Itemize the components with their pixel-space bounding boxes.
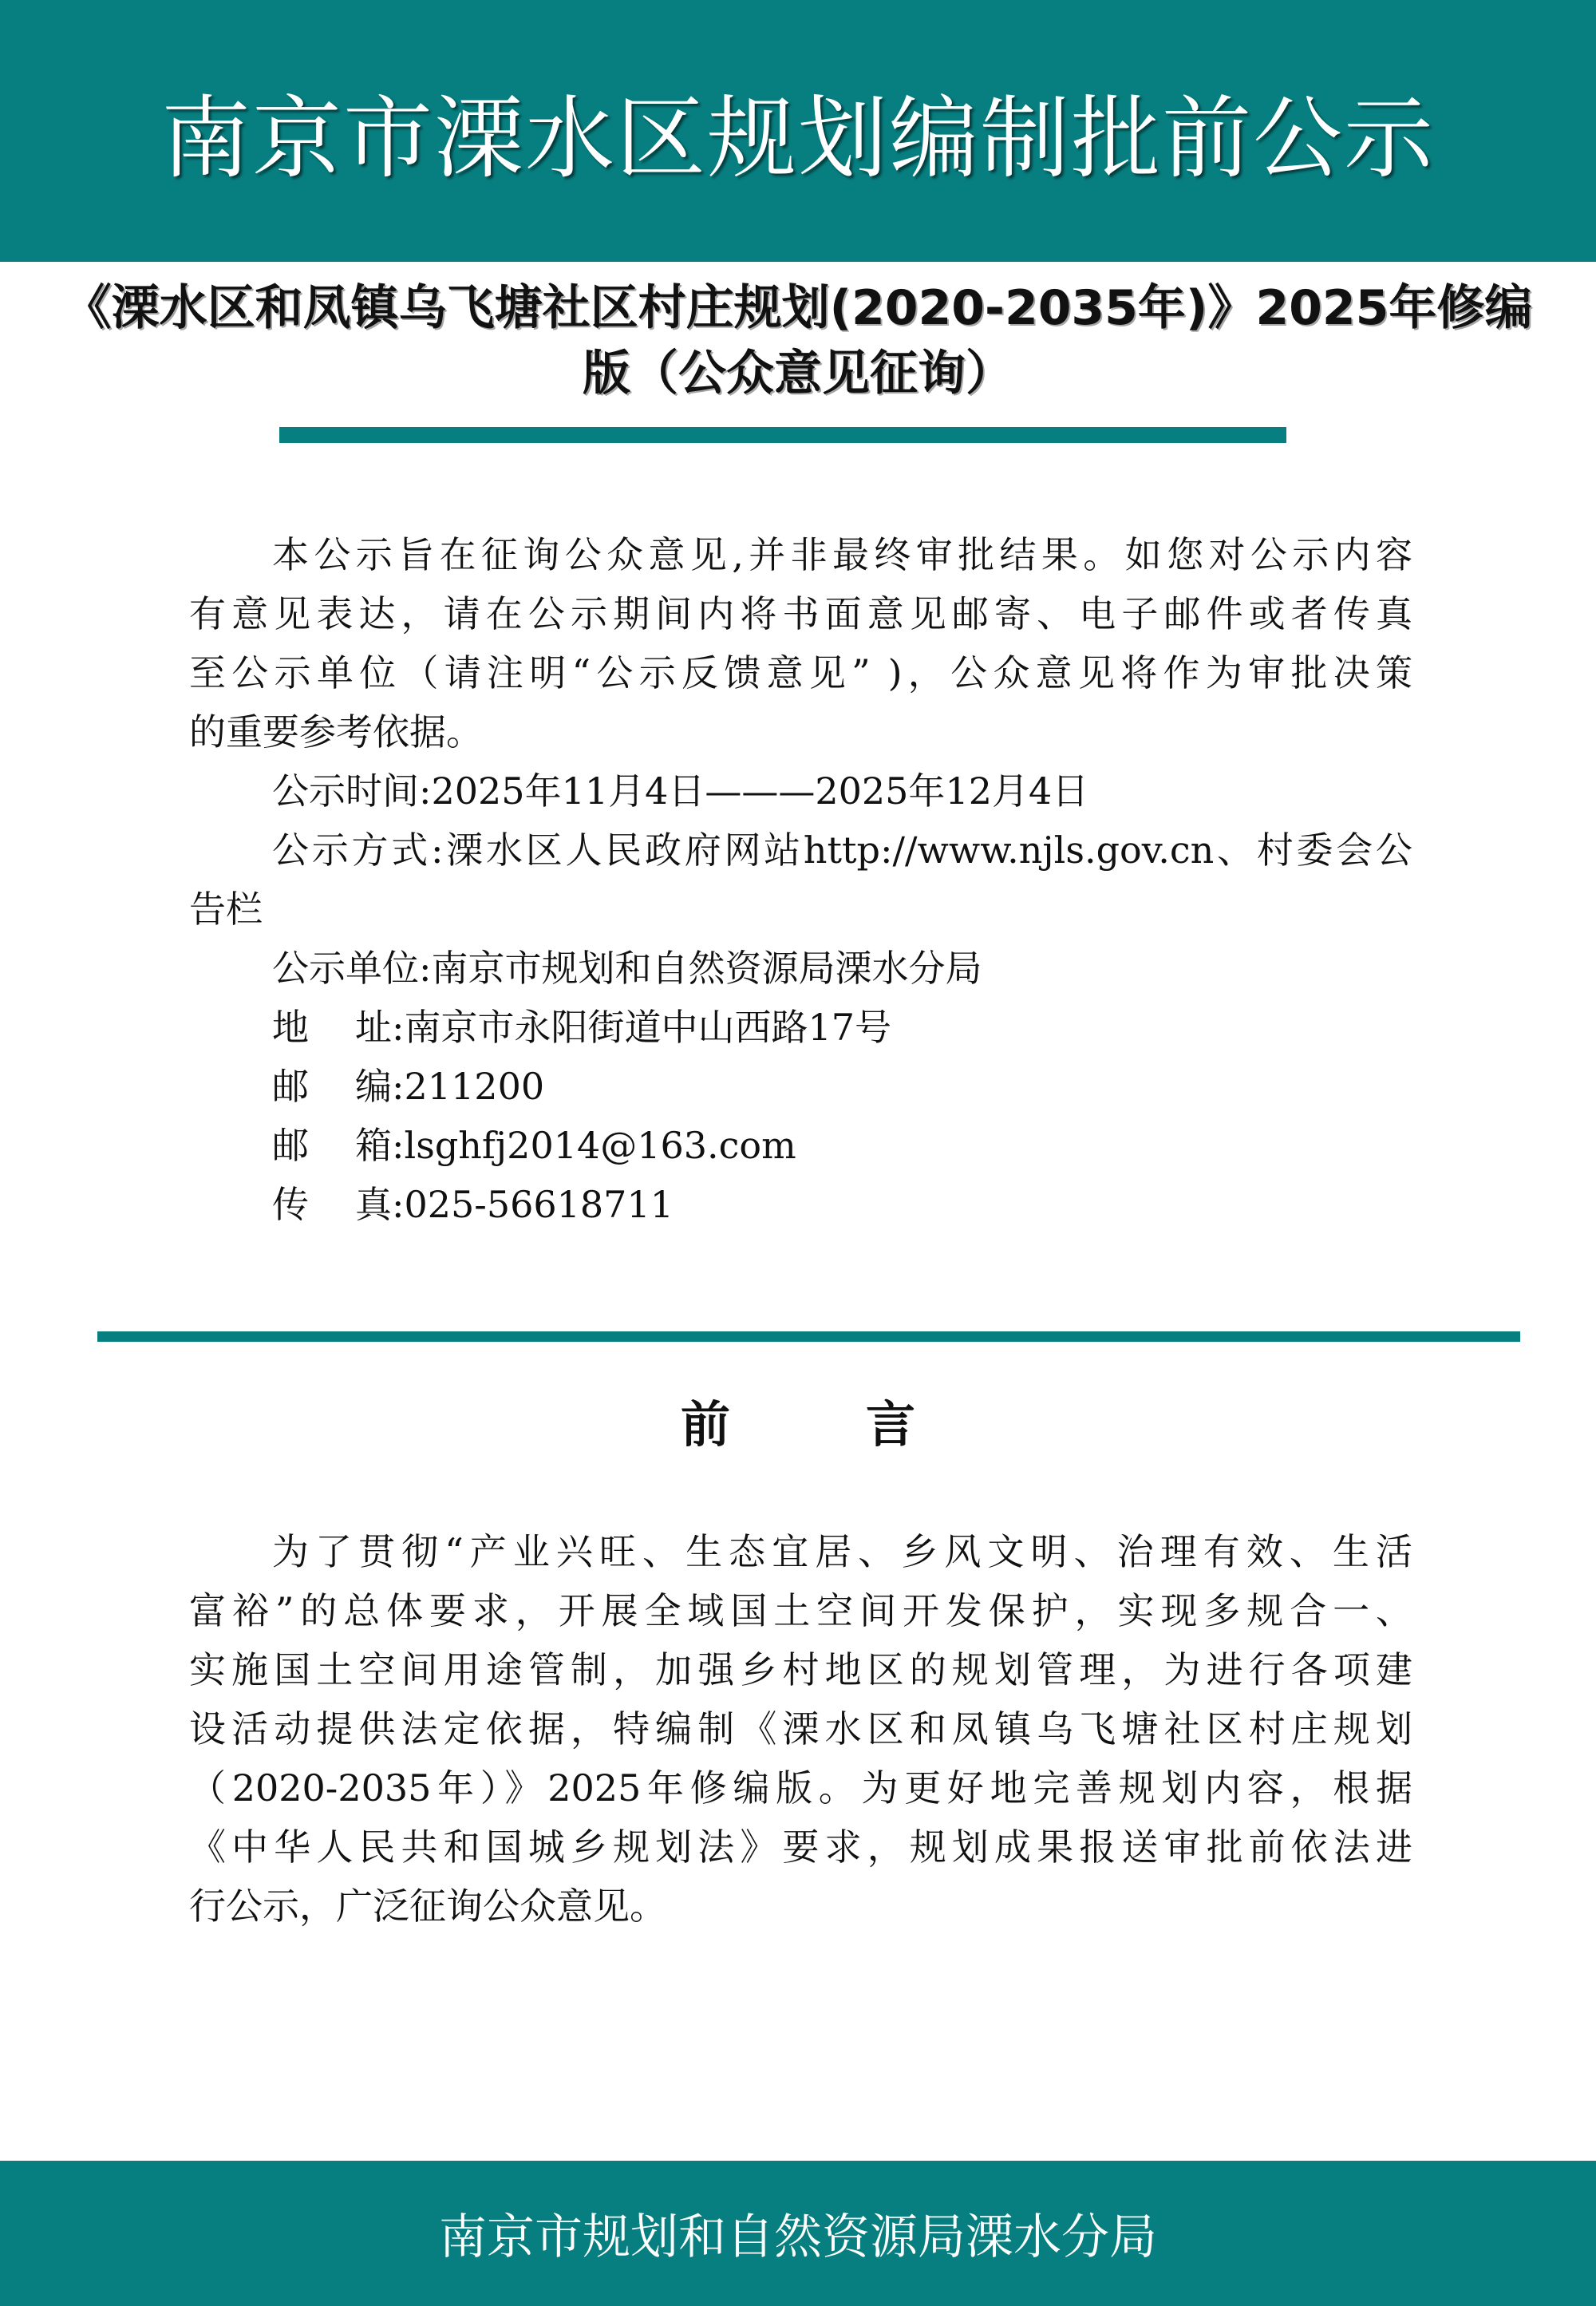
preface-line: 设活动提供法定依据，特编制《溧水区和凤镇乌飞塘社区村庄规划 [189,1707,1412,1750]
notice-method-line: 告栏 [189,888,263,931]
email-row [272,1116,891,1175]
email-value: 箱:lsghfj2014@163.com [355,1124,796,1167]
postcode-value: 编:211200 [355,1065,545,1108]
document-title-line-2: 版（公众意见征询） [583,346,1013,401]
notice-line: 本公示旨在征询公众意见,并非最终审批结果。如您对公示内容 [272,533,1412,576]
preface-line: （2020-2035年）》2025年修编版。为更好地完善规划内容，根据 [189,1766,1412,1810]
address-row [272,998,891,1057]
notice-line: 的重要参考依据。 [189,710,483,754]
preface-line: 富裕”的总体要求，开展全域国土空间开发保护，实现多规合一、 [189,1589,1412,1632]
section-divider [97,1331,1520,1342]
notice-unit: 公示单位:南京市规划和自然资源局溧水分局 [272,947,982,990]
preface-heading: 前言 [680,1395,1051,1454]
notice-intro [189,525,1412,998]
notice-line: 有意见表达，请在公示期间内将书面意见邮寄、电子邮件或者传真 [189,592,1412,635]
header-title: 南京市溧水区规划编制批前公示 [161,86,1435,191]
document-title [32,275,1564,406]
document-title-line-1: 《溧水区和凤镇乌飞塘社区村庄规划(2020-2035年)》2025年修编 [63,280,1533,336]
postcode-label: 邮 [272,1065,309,1108]
contact-info [272,998,891,1234]
fax-value: 真:025-56618711 [355,1183,674,1226]
preface-line: 《中华人民共和国城乡规划法》要求，规划成果报送审批前依法进 [189,1825,1412,1869]
title-underline-divider [279,427,1286,443]
notice-time: 公示时间:2025年11月4日———2025年12月4日 [272,769,1089,813]
preface-line: 行公示，广泛征询公众意见。 [189,1885,666,1928]
address-label: 地 [272,1006,309,1049]
notice-method-line: 公示方式:溧水区人民政府网站http://www.njls.gov.cn、村委会公 [272,829,1412,872]
preface-line: 为了贯彻“产业兴旺、生态宜居、乡风文明、治理有效、生活 [272,1530,1412,1573]
preface-line: 实施国土空间用途管制，加强乡村地区的规划管理，为进行各项建 [189,1648,1412,1691]
page-header [0,0,1596,262]
fax-row [272,1175,891,1234]
address-value: 址:南京市永阳街道中山西路17号 [355,1006,892,1049]
postcode-row [272,1057,891,1116]
notice-line: 至公示单位（请注明“公示反馈意见” )，公众意见将作为审批决策 [189,651,1412,694]
fax-label: 传 [272,1183,309,1226]
preface-body [189,1522,1412,1936]
page-footer [0,2161,1596,2306]
footer-text: 南京市规划和自然资源局溧水分局 [439,2209,1157,2265]
email-label: 邮 [272,1124,309,1167]
